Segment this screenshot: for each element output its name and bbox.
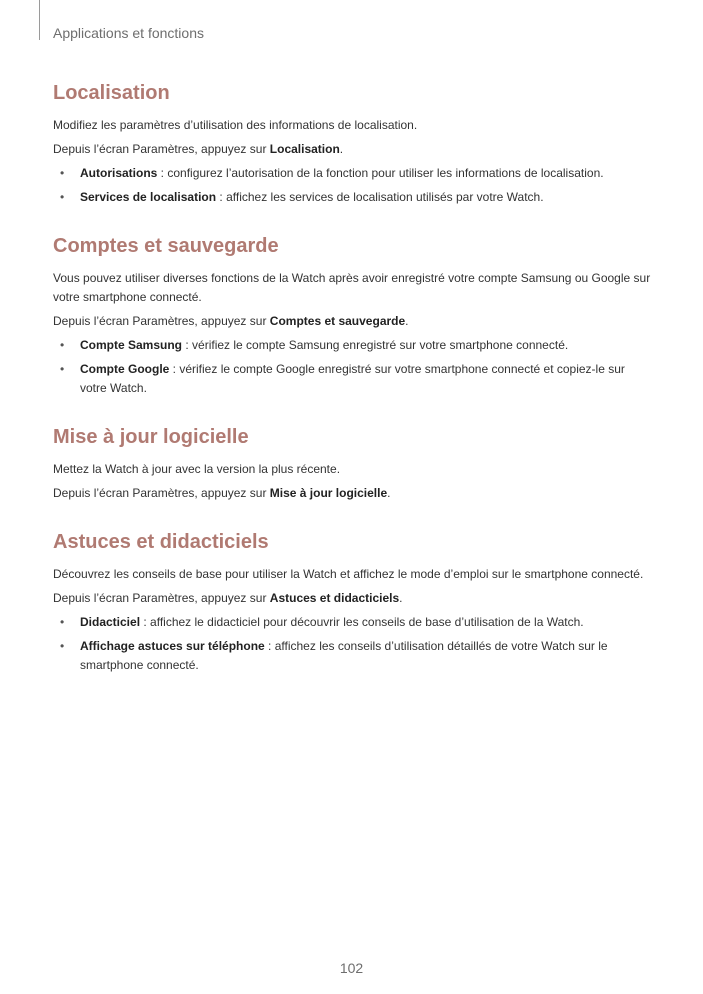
path-target: Comptes et sauvegarde: [269, 314, 406, 328]
settings-path: [53, 589, 653, 608]
path-suffix: .: [399, 591, 403, 605]
bullet-term: Autorisations: [80, 166, 158, 180]
path-target: Astuces et didacticiels: [269, 591, 400, 605]
bullet-icon: •: [60, 362, 65, 376]
bullet-text: : configurez l’autorisation de la fonction pour utiliser les informations de localisation.: [157, 166, 604, 180]
settings-path: [53, 484, 653, 503]
section-intro: Mettez la Watch à jour avec la version la plus récente.: [53, 462, 341, 476]
path-prefix: Depuis l’écran Paramètres, appuyez sur: [53, 486, 270, 500]
bullet-item: [53, 164, 653, 183]
bullet-list: [53, 613, 653, 675]
path-target: Localisation: [269, 142, 340, 156]
section-localisation: [53, 80, 653, 207]
bullet-text: : affichez les conseils d’utilisation détaillés de votre Watch sur le smartphone connecté.: [80, 639, 608, 672]
bullet-term: Compte Samsung: [80, 338, 183, 352]
bullet-term: Services de localisation: [80, 190, 217, 204]
bullet-item: [53, 613, 653, 632]
section-intro: Découvrez les conseils de base pour utiliser la Watch et affichez le mode d’emploi sur le smartphone connecté.: [53, 567, 644, 581]
bullet-list: [53, 336, 653, 398]
bullet-item: [53, 637, 653, 675]
bullet-icon: •: [60, 615, 65, 629]
bullet-text: : affichez les services de localisation utilisés par votre Watch.: [216, 190, 544, 204]
section-intro: Vous pouvez utiliser diverses fonctions de la Watch après avoir enregistré votre compte Samsung ou Google sur votre smartphone connecté.: [53, 271, 651, 304]
bullet-item: [53, 360, 653, 398]
bullet-item: [53, 188, 653, 207]
bullet-icon: •: [60, 190, 65, 204]
section-title: Localisation: [53, 82, 170, 104]
path-suffix: .: [387, 486, 391, 500]
section-intro: Modifiez les paramètres d’utilisation des informations de localisation.: [53, 118, 418, 132]
bullet-term: Affichage astuces sur téléphone: [80, 639, 265, 653]
section-mise-a-jour-logicielle: [53, 424, 653, 503]
page-content: [53, 80, 653, 675]
settings-path: [53, 312, 653, 331]
bullet-icon: •: [60, 166, 65, 180]
section-astuces-et-didacticiels: [53, 529, 653, 675]
section-title: Astuces et didacticiels: [53, 531, 269, 553]
bullet-icon: •: [60, 639, 65, 653]
section-comptes-et-sauvegarde: [53, 233, 653, 398]
bullet-text: : vérifiez le compte Samsung enregistré sur votre smartphone connecté.: [182, 338, 569, 352]
path-suffix: .: [405, 314, 409, 328]
settings-path: [53, 140, 653, 159]
bullet-list: [53, 164, 653, 207]
bullet-icon: •: [60, 338, 65, 352]
chapter-title: Applications et fonctions: [53, 25, 204, 41]
section-title: Comptes et sauvegarde: [53, 235, 279, 257]
path-prefix: Depuis l’écran Paramètres, appuyez sur: [53, 142, 270, 156]
bullet-term: Didacticiel: [80, 615, 141, 629]
page-number: 102: [339, 960, 364, 976]
section-title: Mise à jour logicielle: [53, 426, 249, 448]
bullet-item: [53, 336, 653, 355]
path-suffix: .: [339, 142, 344, 156]
bullet-text: : affichez le didacticiel pour découvrir les conseils de base d’utilisation de la Watch.: [140, 615, 584, 629]
bullet-text: : vérifiez le compte Google enregistré sur votre smartphone connecté et copiez-le sur votre Watch.: [80, 362, 625, 395]
bullet-term: Compte Google: [80, 362, 170, 376]
header-divider: [39, 0, 40, 40]
path-prefix: Depuis l’écran Paramètres, appuyez sur: [53, 314, 270, 328]
path-prefix: Depuis l’écran Paramètres, appuyez sur: [53, 591, 270, 605]
path-target: Mise à jour logicielle: [269, 486, 388, 500]
